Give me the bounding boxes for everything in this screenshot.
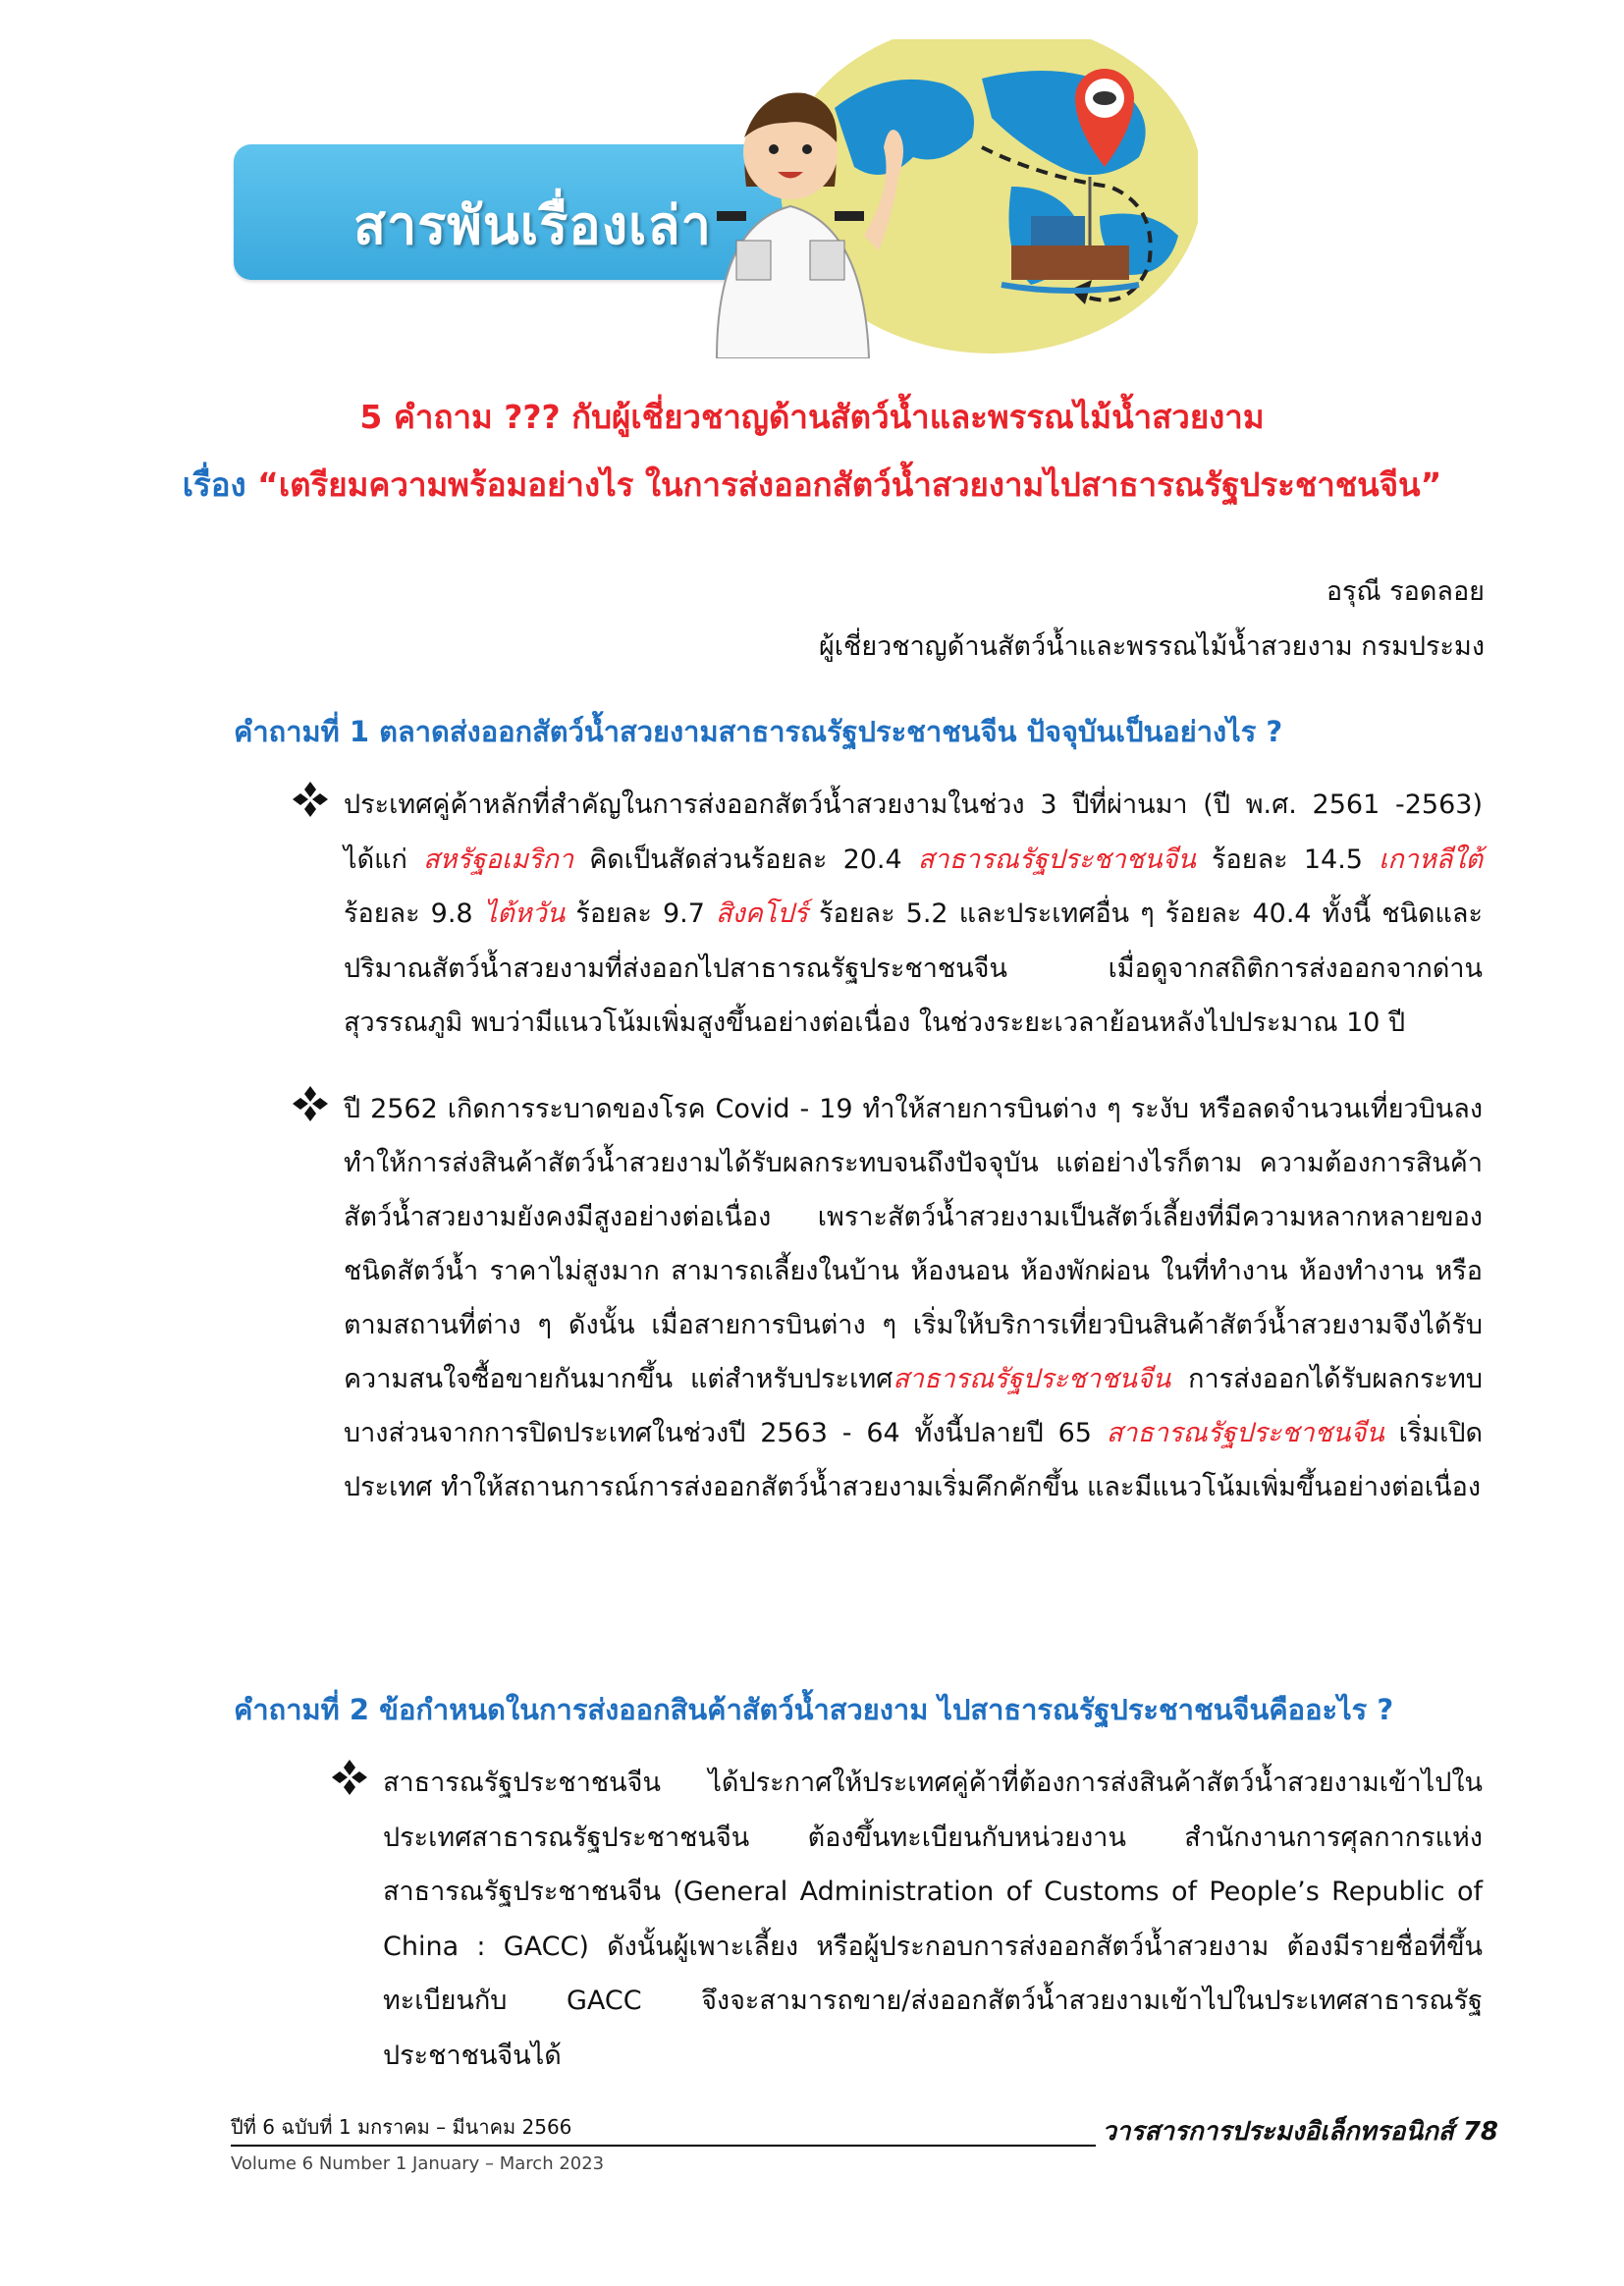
text: การส่งออกได้รับผลกระทบบางส่วนจากการปิดประเทศในช่วงปี 2563 - 64 ทั้งนี้ปลายปี 65 xyxy=(344,1364,1483,1448)
highlight-country: สาธารณรัฐประชาชนจีน xyxy=(893,1364,1171,1394)
question-2-bullet-1 xyxy=(383,1756,1483,2083)
text: ร้อยละ 9.8 xyxy=(344,898,484,929)
question-2-heading: คำถามที่ 2 ข้อกำหนดในการส่งออกสินค้าสัตว์น้ำสวยงาม ไปสาธารณรัฐประชาชนจีนคืออะไร ? xyxy=(234,1693,1394,1726)
author-position: ผู้เชี่ยวชาญด้านสัตว์น้ำและพรรณไม้น้ำสวยงาม กรมประมง xyxy=(818,631,1485,662)
text: ปี 2562 เกิดการระบาดของโรค Covid - 19 ทำให้สายการบินต่าง ๆ ระงับ หรือลดจำนวนเที่ยวบินลง ทำให้การส่งสินค้าสัตว์น้ำสวยงามได้รับผลกระทบจนถึงปัจจุบัน แต่อย่างไรก็ตาม ความต้องการสินค้าสัตว์น้ำสวยงามยังคงมีสูงอย่างต่อเนื่อง เพราะสัตว์น้ำสวยงามเป็นสัตว์เลี้ยงที่มีความหลากหลายของชนิดสัตว์น้ำ ราคาไม่สูงมาก สามารถเลี้ยงในบ้าน ห้องนอน ห้องพักผ่อน ในที่ทำงาน ห้องทำงาน หรือตามสถานที่ต่าง ๆ ดังนั้น เมื่อสายการบินต่าง ๆ เริ่มให้บริการเที่ยวบินสินค้าสัตว์น้ำสวยงามจึงได้รับความสนใจซื้อขายกันมากขึ้น แต่สำหรับประเทศ xyxy=(344,1094,1483,1394)
author-name: อรุณี รอดลอย xyxy=(1326,576,1485,607)
footer-journal-page: วารสารการประมงอิเล็กทรอนิกส์ 78 xyxy=(1096,2111,1498,2151)
title-prefix: เรื่อง xyxy=(182,465,246,504)
diamond-bullet-icon xyxy=(291,1084,330,1123)
highlight-country: สหรัฐอเมริกา xyxy=(423,844,574,875)
text: เริ่มเปิดประเทศ ทำให้สถานการณ์การส่งออกสัตว์น้ำสวยงามเริ่มคึกคักขึ้น และมีแนวโน้มเพิ่มขึ้นอย่างต่อเนื่อง xyxy=(344,1418,1484,1502)
article-title-line1: 5 คำถาม ??? กับผู้เชี่ยวชาญด้านสัตว์น้ำและพรรณไม้น้ำสวยงาม xyxy=(359,398,1265,436)
text: ประเทศคู่ค้าหลักที่สำคัญในการส่งออกสัตว์น้ำสวยงามในช่วง 3 ปีที่ผ่านมา (ปี พ.ศ. 2561 -2563) ได้แก่ xyxy=(344,789,1483,875)
text: ร้อยละ 9.7 xyxy=(565,898,717,929)
question-1-bullet-2 xyxy=(344,1082,1483,1514)
highlight-country: สาธารณรัฐประชาชนจีน xyxy=(917,844,1196,875)
footer-issue-english: Volume 6 Number 1 January – March 2023 xyxy=(231,2153,605,2174)
author-block xyxy=(819,565,1485,675)
banner-title: สารพันเรื่องเล่า xyxy=(353,194,712,256)
text: คิดเป็นสัดส่วนร้อยละ 20.4 xyxy=(573,844,918,875)
text: ร้อยละ 14.5 xyxy=(1195,844,1380,875)
footer-issue-thai: ปีที่ 6 ฉบับที่ 1 มกราคม – มีนาคม 2566 xyxy=(231,2115,572,2139)
diamond-bullet-icon xyxy=(330,1758,369,1797)
fisheries-officer-map-illustration xyxy=(687,39,1198,358)
diamond-bullet-icon xyxy=(291,780,330,819)
text: ร้อยละ 5.2 และประเทศอื่น ๆ ร้อยละ 40.4 ทั้งนี้ ชนิดและปริมาณสัตว์น้ำสวยงามที่ส่งออกไปสาธารณรัฐประชาชนจีน เมื่อดูจากสถิติการส่งออกจากด่านสุวรรณภูมิ พบว่ามีแนวโน้มเพิ่มสูงขึ้นอย่างต่อเนื่อง ในช่วงระยะเวลาย้อนหลังไปประมาณ 10 ปี xyxy=(344,898,1483,1038)
article-title-line2 xyxy=(0,459,1624,511)
question-1-heading: คำถามที่ 1 ตลาดส่งออกสัตว์น้ำสวยงามสาธารณรัฐประชาชนจีน ปัจจุบันเป็นอย่างไร ? xyxy=(234,715,1283,748)
highlight-country: สาธารณรัฐประชาชนจีน xyxy=(1106,1418,1384,1448)
text: สาธารณรัฐประชาชนจีน ได้ประกาศให้ประเทศคู่ค้าที่ต้องการส่งสินค้าสัตว์น้ำสวยงามเข้าไปในประเทศสาธารณรัฐประชาชนจีน ต้องขึ้นทะเบียนกับหน่วยงาน สำนักงานการศุลกากรแห่งสาธารณรัฐประชาชนจีน (General Administration of Customs of People’s Republic of China : GACC) ดังนั้นผู้เพาะเลี้ยง หรือผู้ประกอบการส่งออกสัตว์น้ำสวยงาม ต้องมีรายชื่อที่ขึ้นทะเบียนกับ GACC จึงจะสามารถขาย/ส่งออกสัตว์น้ำสวยงามเข้าไปในประเทศสาธารณรัฐประชาชนจีนได้ xyxy=(383,1768,1483,2071)
question-1-bullet-1 xyxy=(344,778,1483,1051)
highlight-country: ไต้หวัน xyxy=(483,898,566,929)
title-quote: “เตรียมความพร้อมอย่างไร ในการส่งออกสัตว์น้ำสวยงามไปสาธารณรัฐประชาชนจีน” xyxy=(257,465,1442,504)
highlight-country: สิงคโปร์ xyxy=(716,898,808,929)
highlight-country: เกาหลีใต้ xyxy=(1379,844,1484,875)
